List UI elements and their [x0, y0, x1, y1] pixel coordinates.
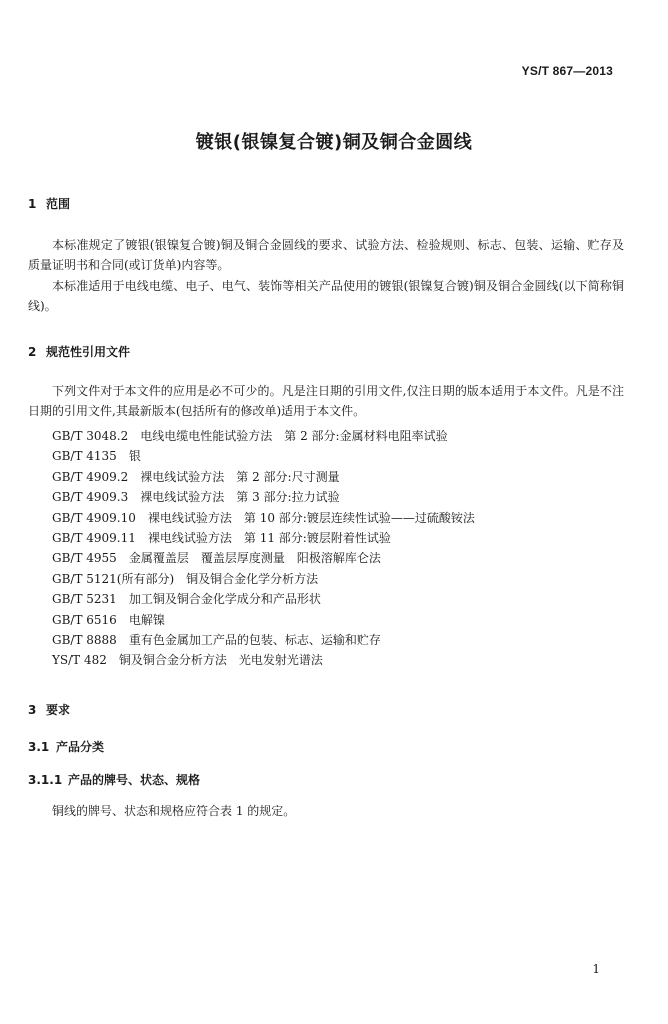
reference-item	[52, 426, 475, 446]
document-title: 镀银(银镍复合镀)铜及铜合金圆线	[195, 132, 473, 153]
reference-title: 裸电线试验方法 第 11 部分:镀层附着性试验	[147, 530, 391, 545]
section-2-heading	[28, 343, 130, 360]
reference-code: YS/T 482	[52, 653, 107, 668]
section-number: 1	[28, 197, 37, 211]
section-title: 产品的牌号、状态、规格	[68, 773, 201, 787]
reference-title: 金属覆盖层 覆盖层厚度测量 阳极溶解库仑法	[128, 551, 381, 566]
reference-title: 裸电线试验方法 第 3 部分:拉力试验	[140, 490, 340, 505]
reference-code: GB/T 5121(所有部分)	[52, 571, 175, 586]
reference-code: GB/T 4909.10	[52, 510, 136, 525]
section-title: 产品分类	[56, 740, 105, 754]
reference-title: 电解镍	[128, 612, 165, 627]
reference-item	[52, 487, 475, 507]
section-3-1-1-paragraph: 铜线的牌号、状态和规格应符合表 1 的规定。	[52, 804, 296, 818]
page-number: 1	[592, 962, 600, 976]
reference-item	[52, 548, 475, 568]
references-intro: 下列文件对于本文件的应用是必不可少的。凡是注日期的引用文件,仅注日期的版本适用于本文件。凡是不注日期的引用文件,其最新版本(包括所有的修改单)适用于本文件。	[28, 384, 624, 418]
section-3-1-1-heading	[28, 771, 200, 788]
scope-paragraph-1: 本标准规定了镀银(银镍复合镀)铜及铜合金圆线的要求、试验方法、检验规则、标志、包装、运输、贮存及质量证明书和合同(或订货单)内容等。	[28, 238, 624, 272]
reference-title: 裸电线试验方法 第 10 部分:镀层连续性试验——过硫酸铵法	[147, 510, 475, 525]
scope-paragraph-2: 本标准适用于电线电缆、电子、电气、装饰等相关产品使用的镀银(银镍复合镀)铜及铜合金圆线(以下简称铜线)。	[28, 279, 624, 313]
reference-item	[52, 569, 475, 589]
reference-code: GB/T 4955	[52, 551, 117, 566]
reference-code: GB/T 6516	[52, 612, 117, 627]
section-title: 要求	[46, 703, 71, 717]
section-number: 3	[28, 703, 37, 717]
reference-list	[52, 426, 475, 671]
reference-code: GB/T 4909.11	[52, 530, 136, 545]
reference-item	[52, 610, 475, 630]
reference-item	[52, 630, 475, 650]
section-number: 3.1	[28, 740, 50, 754]
reference-code: GB/T 4909.3	[52, 490, 129, 505]
section-number: 2	[28, 345, 37, 359]
reference-title: 铜及铜合金化学分析方法	[186, 571, 319, 586]
reference-title: 加工铜及铜合金化学成分和产品形状	[128, 592, 321, 607]
reference-code: GB/T 5231	[52, 592, 117, 607]
reference-code: GB/T 4909.2	[52, 469, 129, 484]
reference-item	[52, 467, 475, 487]
reference-title: 重有色金属加工产品的包装、标志、运输和贮存	[128, 632, 381, 647]
standard-code: YS/T 867—2013	[521, 64, 613, 78]
reference-item	[52, 446, 475, 466]
reference-code: GB/T 4135	[52, 449, 117, 464]
reference-code: GB/T 8888	[52, 632, 117, 647]
reference-title: 铜及铜合金分析方法 光电发射光谱法	[118, 653, 323, 668]
reference-item	[52, 508, 475, 528]
reference-title: 电线电缆电性能试验方法 第 2 部分:金属材料电阻率试验	[140, 429, 448, 443]
section-3-1-heading	[28, 738, 104, 755]
section-number: 3.1.1	[28, 773, 63, 787]
reference-item	[52, 650, 475, 670]
section-1-heading	[28, 195, 70, 212]
reference-code: GB/T 3048.2	[52, 429, 129, 443]
section-title: 范围	[46, 197, 71, 211]
reference-title: 银	[128, 449, 141, 464]
section-title: 规范性引用文件	[46, 345, 131, 359]
reference-item	[52, 589, 475, 609]
section-3-heading	[28, 701, 70, 718]
reference-title: 裸电线试验方法 第 2 部分:尺寸测量	[140, 469, 340, 484]
reference-item	[52, 528, 475, 548]
